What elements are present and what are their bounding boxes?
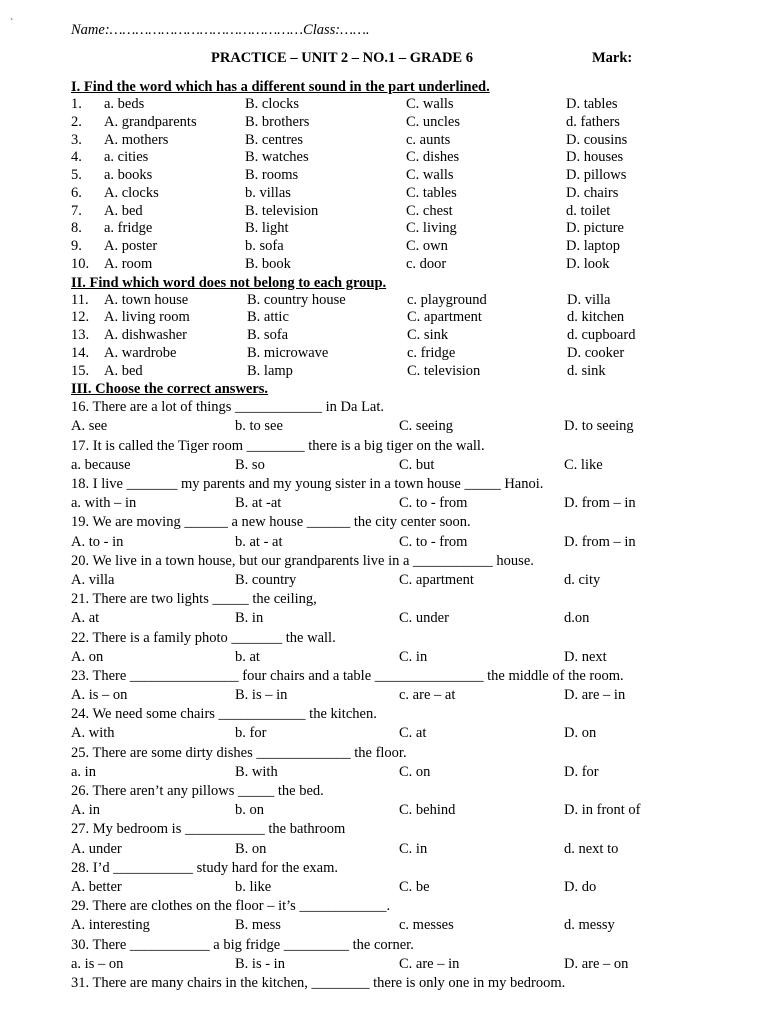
question-text: 30. There ___________ a big fridge _________ the corner. — [71, 936, 414, 953]
question-text: 21. There are two lights _____ the ceiling, — [71, 591, 317, 608]
answer-row — [71, 417, 761, 436]
answer-row — [71, 686, 761, 705]
option-d: D. pillows — [566, 167, 627, 183]
question-number: 6. — [71, 184, 82, 201]
answer-row — [71, 763, 761, 782]
option-b: B. attic — [247, 309, 289, 326]
stray-mark: ` — [10, 18, 14, 29]
option-a: A. villa — [71, 571, 115, 588]
option-b: b. to see — [235, 418, 283, 435]
option-b: B. is – in — [235, 687, 288, 704]
option-c: C. be — [399, 878, 430, 895]
option-a: A. with — [71, 725, 115, 742]
answer-row — [71, 456, 761, 475]
question-row — [71, 345, 761, 363]
option-a: A. see — [71, 418, 108, 435]
option-c: C. television — [407, 362, 481, 379]
option-a: A. grandparents — [104, 113, 197, 130]
option-d: D. next — [564, 648, 607, 665]
answer-row — [71, 955, 761, 974]
option-b: B. is - in — [235, 955, 285, 972]
name-class-line: Name:………………………………………Class:……. — [71, 22, 370, 38]
option-b: B. with — [235, 763, 278, 780]
option-d: d. fathers — [566, 113, 620, 130]
option-c: C. at — [399, 725, 427, 742]
option-a: A. mothers — [104, 131, 169, 148]
section-1-list — [71, 96, 761, 274]
worksheet-title: PRACTICE – UNIT 2 – NO.1 – GRADE 6 — [211, 50, 473, 66]
option-b: B. at -at — [235, 495, 282, 512]
option-b: B. brothers — [245, 113, 310, 130]
question-row — [71, 149, 761, 167]
option-b: b. at - at — [235, 533, 283, 550]
option-b: B. clocks — [245, 96, 299, 112]
option-a: A. better — [71, 878, 122, 895]
option-c: C. are – in — [399, 955, 460, 972]
option-a: A. poster — [104, 238, 158, 254]
question-number: 3. — [71, 131, 82, 148]
option-c: c. playground — [407, 291, 487, 308]
option-b: b. on — [235, 802, 264, 819]
option-c: c. are – at — [399, 687, 456, 704]
question-text: 22. There is a family photo _______ the wall. — [71, 629, 336, 646]
option-c: C. walls — [406, 167, 454, 183]
option-b: B. microwave — [247, 344, 329, 361]
question-number: 9. — [71, 238, 82, 254]
question-number: 8. — [71, 220, 82, 237]
option-d: D. look — [566, 255, 610, 272]
option-a: A. in — [71, 802, 100, 819]
answer-row — [71, 494, 761, 513]
option-c: C. to - from — [399, 495, 468, 512]
question-number: 10. — [71, 255, 90, 272]
option-d: D. houses — [566, 149, 624, 166]
option-c: c. fridge — [407, 344, 456, 361]
option-c: C. tables — [406, 184, 457, 201]
option-a: a. is – on — [71, 955, 124, 972]
question-text: 29. There are clothes on the floor – it’s ____________. — [71, 898, 391, 915]
option-b: B. lamp — [247, 362, 293, 379]
option-c: C. chest — [406, 202, 453, 219]
question-row — [71, 238, 761, 256]
option-b: B. in — [235, 610, 264, 627]
option-b: B. rooms — [245, 167, 299, 183]
section-1-title: I. Find the word which has a different sound in the part underlined. — [71, 79, 490, 95]
question-text: 17. It is called the Tiger room ________ there is a big tiger on the wall. — [71, 437, 485, 454]
option-d: D. do — [564, 878, 597, 895]
option-a: a. with – in — [71, 495, 137, 512]
option-b: B. sofa — [247, 327, 289, 343]
question-number: 12. — [71, 309, 90, 326]
answer-row — [71, 571, 761, 590]
question-text: 31. There are many chairs in the kitchen, ________ there is only one in my bedroom. — [71, 974, 566, 991]
question-row — [71, 292, 761, 310]
question-number: 2. — [71, 113, 82, 130]
option-b: B. mess — [235, 917, 281, 934]
option-a: A. interesting — [71, 917, 150, 934]
question-row — [71, 96, 761, 114]
option-d: D. picture — [566, 220, 624, 237]
option-c: C. behind — [399, 802, 456, 819]
option-a: a. beds — [104, 96, 145, 112]
answer-row — [71, 648, 761, 667]
option-c: C. to - from — [399, 533, 468, 550]
option-a: A. wardrobe — [104, 344, 177, 361]
option-d: D. on — [564, 725, 597, 742]
option-c: C. seeing — [399, 418, 453, 435]
question-number: 14. — [71, 344, 90, 361]
answer-row — [71, 609, 761, 628]
option-a: A. is – on — [71, 687, 128, 704]
question-number: 4. — [71, 149, 82, 166]
option-c: C. in — [399, 840, 428, 857]
question-number: 13. — [71, 327, 90, 343]
option-d: d. city — [564, 571, 601, 588]
question-row — [71, 309, 761, 327]
option-b: B. television — [245, 202, 319, 219]
answer-row — [71, 801, 761, 820]
question-row — [71, 256, 761, 274]
option-a: A. clocks — [104, 184, 159, 201]
question-number: 15. — [71, 362, 90, 379]
question-row — [71, 363, 761, 381]
option-a: A. bed — [104, 202, 143, 219]
option-b: b. sofa — [245, 238, 284, 254]
answer-row — [71, 916, 761, 935]
option-c: C. own — [406, 238, 448, 254]
option-a: a. cities — [104, 149, 149, 166]
option-b: b. like — [235, 878, 272, 895]
option-c: C. living — [406, 220, 457, 237]
option-a: A. living room — [104, 309, 190, 326]
option-a: a. fridge — [104, 220, 153, 237]
option-d: d. cupboard — [567, 327, 636, 343]
question-number: 7. — [71, 202, 82, 219]
option-c: c. aunts — [406, 131, 451, 148]
option-c: C. in — [399, 648, 428, 665]
worksheet-content — [71, 78, 761, 993]
section-3-title: III. Choose the correct answers. — [71, 381, 269, 398]
question-text: 25. There are some dirty dishes _____________ the floor. — [71, 744, 407, 761]
option-c: c. door — [406, 255, 447, 272]
option-d: D. from – in — [564, 533, 636, 550]
option-d: D. to seeing — [564, 418, 634, 435]
option-d: d. sink — [567, 362, 606, 379]
question-number: 5. — [71, 167, 82, 183]
option-b: B. country house — [247, 291, 346, 308]
question-text: 20. We live in a town house, but our grandparents live in a ___________ house. — [71, 552, 534, 569]
option-d: d. next to — [564, 840, 619, 857]
option-d: D. chairs — [566, 184, 619, 201]
option-d: D. laptop — [566, 238, 620, 254]
question-text: 18. I live _______ my parents and my young sister in a town house _____ Hanoi. — [71, 476, 544, 492]
answer-row — [71, 840, 761, 859]
option-a: A. under — [71, 840, 122, 857]
section-3-list — [71, 398, 761, 993]
question-row — [71, 114, 761, 132]
option-c: C. dishes — [406, 149, 460, 166]
answer-row — [71, 724, 761, 743]
option-a: a. in — [71, 763, 96, 780]
question-row — [71, 203, 761, 221]
option-d: d. messy — [564, 917, 615, 934]
option-b: B. so — [235, 456, 265, 473]
option-b: B. book — [245, 255, 291, 272]
question-text: 23. There _______________ four chairs and a table _______________ the middle of the room. — [71, 667, 624, 684]
question-text: 16. There are a lot of things ____________ in Da Lat. — [71, 399, 385, 416]
option-d: D. are – in — [564, 687, 626, 704]
option-b: B. on — [235, 840, 267, 857]
option-b: B. light — [245, 220, 289, 237]
option-c: C. under — [399, 610, 449, 627]
option-d: D. tables — [566, 96, 618, 112]
option-a: A. to - in — [71, 533, 124, 550]
option-a: a. books — [104, 167, 153, 183]
option-c: C. walls — [406, 96, 454, 112]
option-d: d.on — [564, 610, 590, 627]
option-c: C. uncles — [406, 113, 460, 130]
option-a: A. town house — [104, 291, 189, 308]
option-d: d. kitchen — [567, 309, 625, 326]
option-d: D. cooker — [567, 344, 625, 361]
option-b: b. at — [235, 648, 260, 665]
option-c: C. apartment — [399, 571, 474, 588]
question-row — [71, 132, 761, 150]
question-text: 28. I’d ___________ study hard for the exam. — [71, 859, 338, 876]
option-a: A. on — [71, 648, 104, 665]
option-d: D. cousins — [566, 131, 628, 148]
option-a: A. dishwasher — [104, 327, 187, 343]
option-a: A. bed — [104, 362, 143, 379]
option-b: b. for — [235, 725, 267, 742]
answer-row — [71, 878, 761, 897]
question-row — [71, 220, 761, 238]
option-a: a. because — [71, 456, 131, 473]
question-row — [71, 327, 761, 345]
option-d: D. for — [564, 763, 599, 780]
option-d: D. are – on — [564, 955, 629, 972]
question-number: 11. — [71, 291, 89, 308]
option-d: C. like — [564, 456, 603, 473]
option-a: A. at — [71, 610, 100, 627]
option-d: d. toilet — [566, 202, 611, 219]
option-c: C. on — [399, 763, 431, 780]
option-c: C. sink — [407, 327, 449, 343]
question-text: 19. We are moving ______ a new house ______ the city center soon. — [71, 514, 471, 531]
option-d: D. villa — [567, 291, 611, 308]
question-number: 1. — [71, 96, 82, 112]
question-row — [71, 185, 761, 203]
section-2-list — [71, 292, 761, 381]
option-b: b. villas — [245, 184, 291, 201]
option-b: B. country — [235, 571, 297, 588]
question-text: 27. My bedroom is ___________ the bathroom — [71, 821, 346, 838]
option-d: D. from – in — [564, 495, 636, 512]
option-c: c. messes — [399, 917, 454, 934]
answer-row — [71, 533, 761, 552]
option-b: B. watches — [245, 149, 309, 166]
question-row — [71, 167, 761, 185]
question-text: 24. We need some chairs ____________ the kitchen. — [71, 706, 377, 723]
option-a: A. room — [104, 255, 153, 272]
question-text: 26. There aren’t any pillows _____ the bed. — [71, 783, 324, 799]
option-b: B. centres — [245, 131, 303, 148]
option-c: C. apartment — [407, 309, 482, 326]
mark-label: Mark: — [592, 50, 633, 66]
option-c: C. but — [399, 456, 435, 473]
option-d: D. in front of — [564, 802, 641, 819]
section-2-title: II. Find which word does not belong to each group. — [71, 274, 387, 291]
